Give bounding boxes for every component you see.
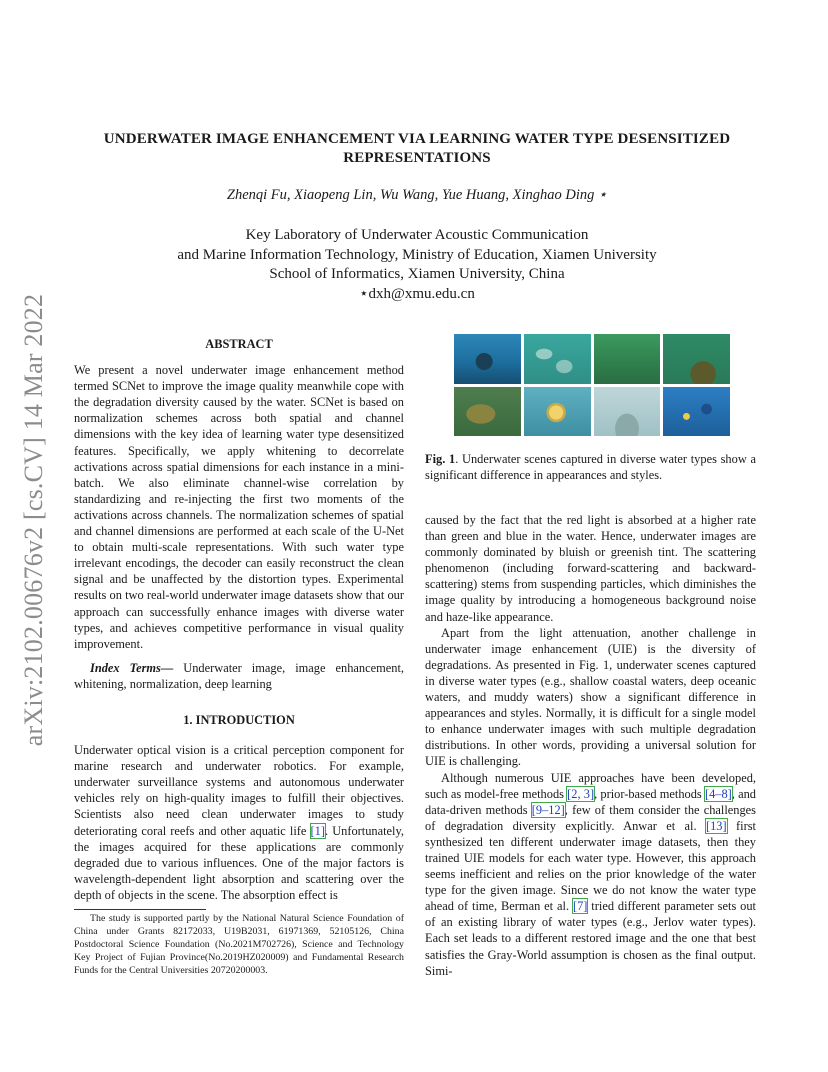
affiliation-line: Key Laboratory of Underwater Acoustic Communication bbox=[245, 227, 589, 243]
underwater-image-reef-green bbox=[663, 334, 730, 384]
underwater-image-coral-blue bbox=[663, 387, 730, 437]
intro-continued bbox=[425, 512, 756, 979]
title-line: REPRESENTATIONS bbox=[343, 150, 491, 166]
affiliation-line: School of Informatics, Xiamen University, China bbox=[269, 266, 565, 282]
underwater-image-shipwreck bbox=[454, 334, 521, 384]
index-terms-label: Index Terms— bbox=[90, 660, 174, 675]
arxiv-id: arXiv:2102.00676v2 [cs.CV] 14 Mar 2022 bbox=[19, 293, 48, 747]
abstract-section bbox=[74, 336, 404, 692]
text-run: tried different parameter sets out of an existing library of water types (e.g., Jerlov water types). Each set leads to a different restored image and the one that best satisfies the Gray-World assumption is chosen as the final output. Simi- bbox=[425, 899, 756, 978]
intro-paragraph bbox=[425, 770, 756, 979]
text-run: . Unfortunately, the images acquired for these applications are commonly degraded due to various influences. One of the major factors is wavelength-dependent light absorption and scattering over the depth of objects in the scene. The absorption effect is bbox=[74, 823, 404, 902]
underwater-image-jellyfish bbox=[524, 387, 591, 437]
text-run: Underwater optical vision is a critical perception component for marine research and underwater robotics. For example, underwater surveillance systems and autonomous underwater vehicles rely on high-quality images to fulfill their objectives. Scientists also need clean underwater images to study deteriorating coral reefs and other aquatic life bbox=[74, 743, 404, 838]
contact-email: ⋆dxh@xmu.edu.cn bbox=[359, 285, 475, 302]
section-heading: 1. INTRODUCTION bbox=[183, 713, 295, 727]
intro-paragraph: Apart from the light attenuation, another challenge in underwater image enhancement (UIE) is the diversity of degradations. As presented in Fig. 1, underwater scenes captured in diverse water types (e.g., shallow coastal waters, deep oceanic waters, and muddy waters) show a significant difference in appearances and styles. Normally, it is difficult for a single model to enhance underwater images with such multiple degradation distributions. In other words, providing a universal solution for UIE is challenging. bbox=[425, 625, 756, 769]
author-list: Zhenqi Fu, Xiaopeng Lin, Wu Wang, Yue Huang, Xinghao Ding ⋆ bbox=[226, 187, 608, 203]
figure-label: Fig. 1 bbox=[425, 452, 456, 466]
index-terms-text: Underwater image, image enhancement, whitening, normalization, deep learning bbox=[74, 660, 404, 691]
paper-title bbox=[74, 130, 760, 168]
abstract-heading: ABSTRACT bbox=[205, 337, 273, 351]
index-terms bbox=[74, 660, 404, 692]
text-run: Although numerous UIE approaches have been developed, such as model-free methods bbox=[425, 770, 756, 801]
introduction-section bbox=[74, 712, 404, 903]
citation-link[interactable]: [4–8] bbox=[704, 786, 732, 801]
arxiv-stamp bbox=[10, 280, 58, 760]
citation-link[interactable]: [7] bbox=[572, 899, 588, 914]
footnote bbox=[74, 912, 404, 977]
underwater-image-hazy bbox=[594, 387, 661, 437]
citation-link[interactable]: [13] bbox=[705, 818, 727, 833]
figure-1-image-grid bbox=[454, 334, 730, 436]
text-run: , prior-based methods bbox=[594, 786, 705, 801]
underwater-image-green-water bbox=[594, 334, 661, 384]
figure-caption bbox=[425, 451, 756, 483]
text-run: , and data-driven methods bbox=[425, 786, 756, 817]
affiliation-line: and Marine Information Technology, Ministry of Education, Xiamen University bbox=[177, 246, 657, 263]
footnote-text: The study is supported partly by the National Natural Science Foundation of China under Grants 82172033, U19B2031, 61971369, 52105126, China Postdoctoral Science Foundation (No.2021M702726), Science and Technology Key Project of Fujian Province(No.2019HZ020009) and Fundamental Research Funds for the Central Universities 20720200003. bbox=[74, 913, 404, 977]
intro-paragraph bbox=[74, 742, 404, 903]
affiliation bbox=[74, 226, 760, 304]
title-line: UNDERWATER IMAGE ENHANCEMENT VIA LEARNING WATER TYPE DESENSITIZED bbox=[103, 131, 731, 147]
citation-link[interactable]: [1] bbox=[310, 823, 325, 838]
footnote-rule bbox=[74, 909, 206, 910]
abstract-body: We present a novel underwater image enhancement method termed SCNet to improve the image quality meanwhile cope with the degradation diversity caused by the water. SCNet is based on normalization schemes across both spatial and channel dimensions with the key idea of learning water type desensitized features. Specifically, we apply whitening to decorrelate activations across spatial dimensions for each instance in a mini-batch. We also eliminate channel-wise correlation by standardizing and re-injecting the first two moments of the activations across channels. The normalization schemes of spatial and channel dimensions are performed at each scale of the U-Net to obtain multi-scale representations. With such water type irrelevant encodings, the decoder can easily reconstruct the clean signal and be unaffected by the distortion types. Experimental results on two real-world underwater image datasets show that our approach can successfully enhance images with diverse water types, and achieves competitive performance in visual quality improvement. bbox=[74, 363, 404, 651]
citation-link[interactable]: [9–12] bbox=[531, 802, 565, 817]
text-run: , few of them consider the challenges of degradation diversity explicitly. Anwar et al. bbox=[425, 802, 756, 833]
underwater-image-fish-school bbox=[524, 334, 591, 384]
intro-paragraph: caused by the fact that the red light is absorbed at a higher rate than green and blue in the water. Hence, underwater images are commonly dominated by bluish or greenish tint. The scattering phenomenon (including forward-scattering and backward-scattering) stems from suspending particles, which diminishes the image quality by introducing a homogeneous background noise and haze-like appearance. bbox=[425, 513, 756, 624]
underwater-image-murky bbox=[454, 387, 521, 437]
caption-text: . Underwater scenes captured in diverse water types show a significant difference in appearances and styles. bbox=[425, 452, 756, 483]
text-run: first synthesized ten different underwater image datasets, then they trained UIE models for each water type. However, this approach seems inefficient and relies on the prior knowledge of the water type for the given image. Since we do not know the water type ahead of time, Berman et al. bbox=[425, 818, 756, 914]
citation-link[interactable]: [2, 3] bbox=[567, 786, 595, 801]
